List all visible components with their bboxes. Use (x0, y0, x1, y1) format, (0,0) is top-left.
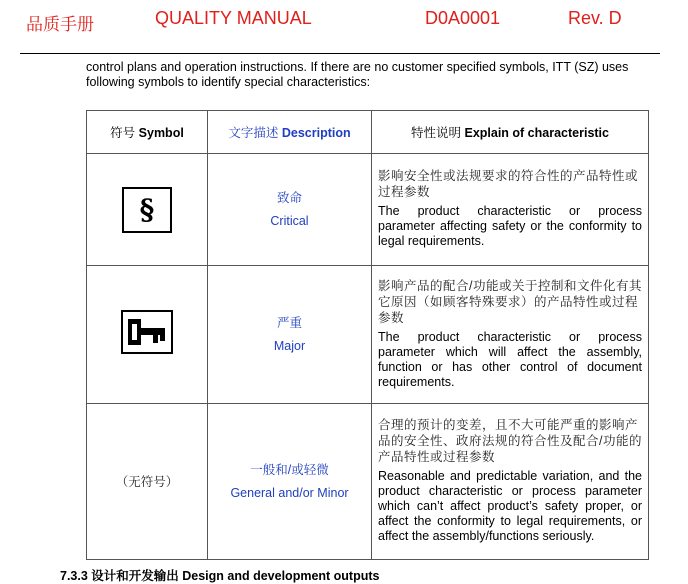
header-title-cn: 品质手册 (26, 15, 94, 34)
expl-cn: 影响产品的配合/功能或关于控制和文件化有其它原因（如顾客特殊要求）的产品特性或过程参数 (378, 278, 642, 325)
header-desc-en: Description (281, 126, 351, 140)
header-symbol-cn: 符号 (110, 126, 139, 140)
expl-en: The product characteristic or process parameter affecting safety or the conformity to legal requirements. (378, 204, 642, 248)
desc-en: Major (273, 338, 306, 353)
explain-cell (372, 404, 649, 560)
table-header-row (87, 111, 649, 154)
page-header (0, 0, 688, 56)
description-cell (208, 154, 372, 266)
header-title-en: QUALITY MANUAL (155, 8, 312, 28)
symbol-cell (87, 266, 208, 404)
table-row (87, 266, 649, 404)
expl-en: Reasonable and predictable variation, and the product characteristic or process parameter which can’t affect product’s safety proper, or affect the conformity to legal requirements, or affect the assembly/functions seriously. (378, 469, 642, 543)
key-icon (121, 310, 173, 354)
desc-cn: 严重 (276, 315, 302, 330)
header-explain (372, 111, 649, 154)
description-cell (208, 266, 372, 404)
header-symbol-en: Symbol (138, 126, 184, 140)
intro-line-2: following symbols to identify special characteristics: (86, 75, 371, 89)
expl-cn: 合理的预计的变差，且不大可能严重的影响产品的安全性、政府法规的符合性及配合/功能的产品特性或过程参数 (378, 418, 642, 464)
header-symbol (87, 111, 208, 154)
section-sign-icon: § (122, 187, 172, 233)
section-heading: 7.3.3 设计和开发输出 Design and development outputs (60, 569, 380, 583)
header-expl-cn: 特性说明 (411, 126, 465, 140)
explain-cell (372, 154, 649, 266)
description-cell (208, 404, 372, 560)
symbol-cell (87, 404, 208, 560)
explain-cell (372, 266, 649, 404)
desc-cn: 一般和/或轻微 (250, 462, 329, 477)
header-revision: Rev. D (568, 8, 622, 28)
header-expl-en: Explain of characteristic (464, 126, 609, 140)
desc-en: Critical (270, 213, 309, 228)
no-symbol-label: （无符号） (115, 475, 179, 489)
desc-cn: 致命 (276, 190, 302, 205)
symbol-cell (87, 154, 208, 266)
header-doc-number: D0A0001 (425, 8, 501, 28)
header-description (208, 111, 372, 154)
table-row (87, 404, 649, 560)
expl-cn: 影响安全性或法规要求的符合性的产品特性或过程参数 (378, 169, 639, 199)
table-row (87, 154, 649, 266)
header-divider (20, 53, 660, 54)
header-desc-cn: 文字描述 (228, 126, 282, 140)
special-characteristics-table (86, 110, 649, 560)
intro-paragraph (86, 60, 656, 90)
expl-en: The product characteristic or process parameter which will affect the assembly, function or has other control of document requirements. (378, 329, 642, 389)
desc-en: General and/or Minor (230, 485, 349, 500)
intro-line-1: control plans and operation instructions. If there are no customer specified symbols, ITT (SZ) uses (86, 60, 629, 74)
